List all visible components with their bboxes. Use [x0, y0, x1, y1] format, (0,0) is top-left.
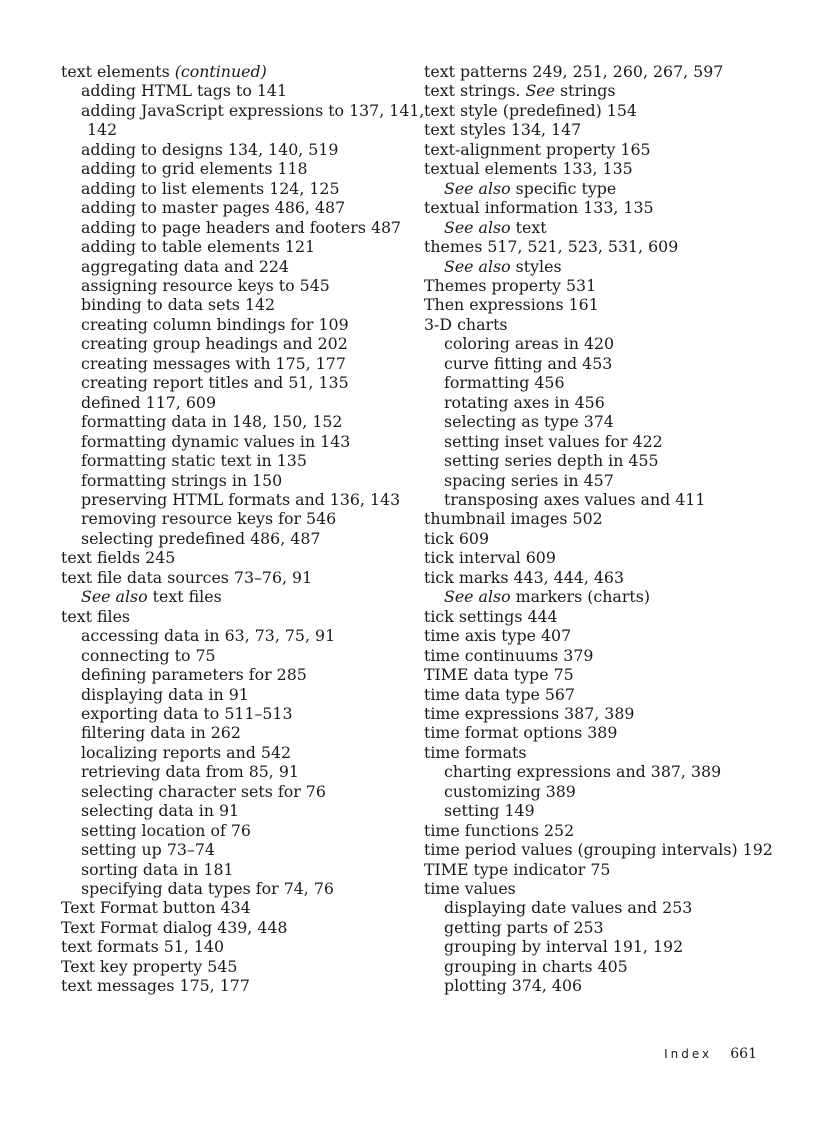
- index-subentry: setting series depth in 455: [444, 451, 659, 471]
- index-subentry: retrieving data from 85, 91: [81, 762, 299, 782]
- index-entry: TIME type indicator 75: [424, 859, 611, 879]
- index-entry: text messages 175, 177: [61, 976, 250, 996]
- index-entry: time functions 252: [424, 820, 575, 840]
- index-subentry: selecting data in 91: [81, 801, 240, 821]
- index-subentry: connecting to 75: [81, 645, 216, 665]
- index-subentry: setting inset values for 422: [444, 431, 663, 451]
- index-entry: Then expressions 161: [424, 295, 599, 315]
- index-entry: time continuums 379: [424, 645, 594, 665]
- index-column-left: [61, 62, 425, 996]
- index-subentry: grouping by interval 191, 192: [444, 937, 684, 957]
- index-subentry: selecting character sets for 76: [81, 781, 326, 801]
- index-entry: time formats: [424, 742, 527, 762]
- index-subentry: formatting 456: [444, 373, 565, 393]
- index-entry: tick marks 443, 444, 463: [424, 567, 625, 587]
- index-subentry: getting parts of 253: [444, 917, 604, 937]
- index-subentry: adding to grid elements 118: [81, 159, 308, 179]
- index-entry: TIME data type 75: [424, 665, 574, 685]
- footer-section-label: Index: [664, 1047, 713, 1061]
- index-subentry: localizing reports and 542: [81, 742, 292, 762]
- index-subentry: formatting data in 148, 150, 152: [81, 412, 343, 432]
- cross-reference-label: See also: [444, 587, 511, 607]
- index-subentry: adding to master pages 486, 487: [81, 198, 346, 218]
- index-subentry: plotting 374, 406: [444, 976, 583, 996]
- index-continuation: 142: [87, 120, 118, 140]
- index-entry: text file data sources 73–76, 91: [61, 567, 313, 587]
- index-entry: time data type 567: [424, 684, 575, 704]
- index-subentry: binding to data sets 142: [81, 295, 276, 315]
- index-subentry: aggregating data and 224: [81, 256, 289, 276]
- cross-reference-label: See also: [444, 217, 511, 237]
- index-subentry: [424, 179, 769, 198]
- index-subentry: adding to page headers and footers 487: [81, 217, 402, 237]
- index-subentry: preserving HTML formats and 136, 143: [81, 489, 401, 509]
- index-entry: text styles 134, 147: [424, 120, 582, 140]
- index-subentry: adding JavaScript expressions to 137, 141,: [81, 100, 425, 120]
- index-entry: textual information 133, 135: [424, 198, 654, 218]
- index-subentry: exporting data to 511–513: [81, 703, 293, 723]
- index-subentry: [61, 587, 406, 606]
- index-subentry: filtering data in 262: [81, 723, 241, 743]
- index-subentry: [424, 587, 769, 606]
- cross-reference-label: (continued): [174, 62, 267, 81]
- index-entry: Themes property 531: [424, 275, 597, 295]
- cross-reference-label: See also: [444, 178, 511, 198]
- index-subentry: setting 149: [444, 801, 535, 821]
- index-entry: text fields 245: [61, 548, 176, 568]
- index-subentry: spacing series in 457: [444, 470, 614, 490]
- index-entry: Text Format dialog 439, 448: [61, 917, 288, 937]
- index-subentry: grouping in charts 405: [444, 956, 628, 976]
- index-subentry: assigning resource keys to 545: [81, 275, 330, 295]
- index-entry: time expressions 387, 389: [424, 703, 635, 723]
- index-subentry: rotating axes in 456: [444, 392, 605, 412]
- cross-reference-label: See also: [444, 256, 511, 276]
- index-subentry: accessing data in 63, 73, 75, 91: [81, 626, 336, 646]
- entry-text: strings: [555, 81, 616, 101]
- index-subentry: setting up 73–74: [81, 840, 215, 860]
- index-entry: Text key property 545: [61, 956, 238, 976]
- entry-text: styles: [510, 256, 562, 276]
- index-entry: text style (predefined) 154: [424, 100, 637, 120]
- index-entry: textual elements 133, 135: [424, 159, 633, 179]
- index-entry: [61, 62, 406, 81]
- index-entry: text formats 51, 140: [61, 937, 225, 957]
- index-entry: 3-D charts: [424, 314, 508, 334]
- index-entry: Text Format button 434: [61, 898, 251, 918]
- index-subentry: transposing axes values and 411: [444, 489, 706, 509]
- entry-text: specific type: [510, 178, 617, 198]
- index-subentry: [424, 257, 769, 276]
- entry-text: markers (charts): [510, 587, 650, 607]
- index-subentry: displaying date values and 253: [444, 898, 693, 918]
- index-subentry: setting location of 76: [81, 820, 251, 840]
- entry-text: text strings.: [424, 81, 526, 101]
- index-entry: text files: [61, 606, 131, 626]
- index-entry: tick settings 444: [424, 606, 558, 626]
- index-entry: thumbnail images 502: [424, 509, 603, 529]
- index-entry: time axis type 407: [424, 626, 572, 646]
- index-subentry: removing resource keys for 546: [81, 509, 337, 529]
- index-subentry: selecting predefined 486, 487: [81, 528, 321, 548]
- index-subentry: charting expressions and 387, 389: [444, 762, 722, 782]
- page-number: 661: [730, 1046, 757, 1062]
- entry-text: text files: [147, 587, 222, 607]
- index-subentry: creating report titles and 51, 135: [81, 373, 349, 393]
- index-entry: [424, 81, 769, 100]
- index-entry: tick 609: [424, 528, 489, 548]
- index-entry: time period values (grouping intervals) 192: [424, 840, 773, 860]
- index-subentry: displaying data in 91: [81, 684, 249, 704]
- index-subentry: customizing 389: [444, 781, 576, 801]
- cross-reference-label: See also: [81, 587, 148, 607]
- index-subentry: selecting as type 374: [444, 412, 614, 432]
- index-entry: themes 517, 521, 523, 531, 609: [424, 237, 679, 257]
- page-footer: [0, 1046, 757, 1062]
- index-entry: time values: [424, 879, 516, 899]
- index-subentry: specifying data types for 74, 76: [81, 879, 334, 899]
- index-entry: time format options 389: [424, 723, 618, 743]
- index-subentry: adding HTML tags to 141: [81, 81, 288, 101]
- index-subentry: adding to designs 134, 140, 519: [81, 139, 339, 159]
- index-entry: text-alignment property 165: [424, 139, 651, 159]
- index-subentry: creating group headings and 202: [81, 334, 348, 354]
- index-subentry: sorting data in 181: [81, 859, 234, 879]
- index-subentry: defining parameters for 285: [81, 665, 307, 685]
- index-subentry: [424, 218, 769, 237]
- index-column-right: [424, 62, 773, 996]
- entry-text: text: [510, 217, 547, 237]
- index-entry: text patterns 249, 251, 260, 267, 597: [424, 62, 724, 81]
- entry-text: text elements: [61, 62, 175, 81]
- index-subentry: creating column bindings for 109: [81, 314, 349, 334]
- index-entry: tick interval 609: [424, 548, 556, 568]
- index-subentry: curve fitting and 453: [444, 353, 613, 373]
- index-subentry: creating messages with 175, 177: [81, 353, 346, 373]
- cross-reference-label: See: [525, 81, 556, 101]
- index-subentry: formatting static text in 135: [81, 451, 307, 471]
- index-subentry: coloring areas in 420: [444, 334, 615, 354]
- index-subentry: formatting strings in 150: [81, 470, 283, 490]
- index-subentry: formatting dynamic values in 143: [81, 431, 351, 451]
- index-subentry: adding to list elements 124, 125: [81, 178, 340, 198]
- index-subentry: adding to table elements 121: [81, 237, 316, 257]
- index-subentry: defined 117, 609: [81, 392, 216, 412]
